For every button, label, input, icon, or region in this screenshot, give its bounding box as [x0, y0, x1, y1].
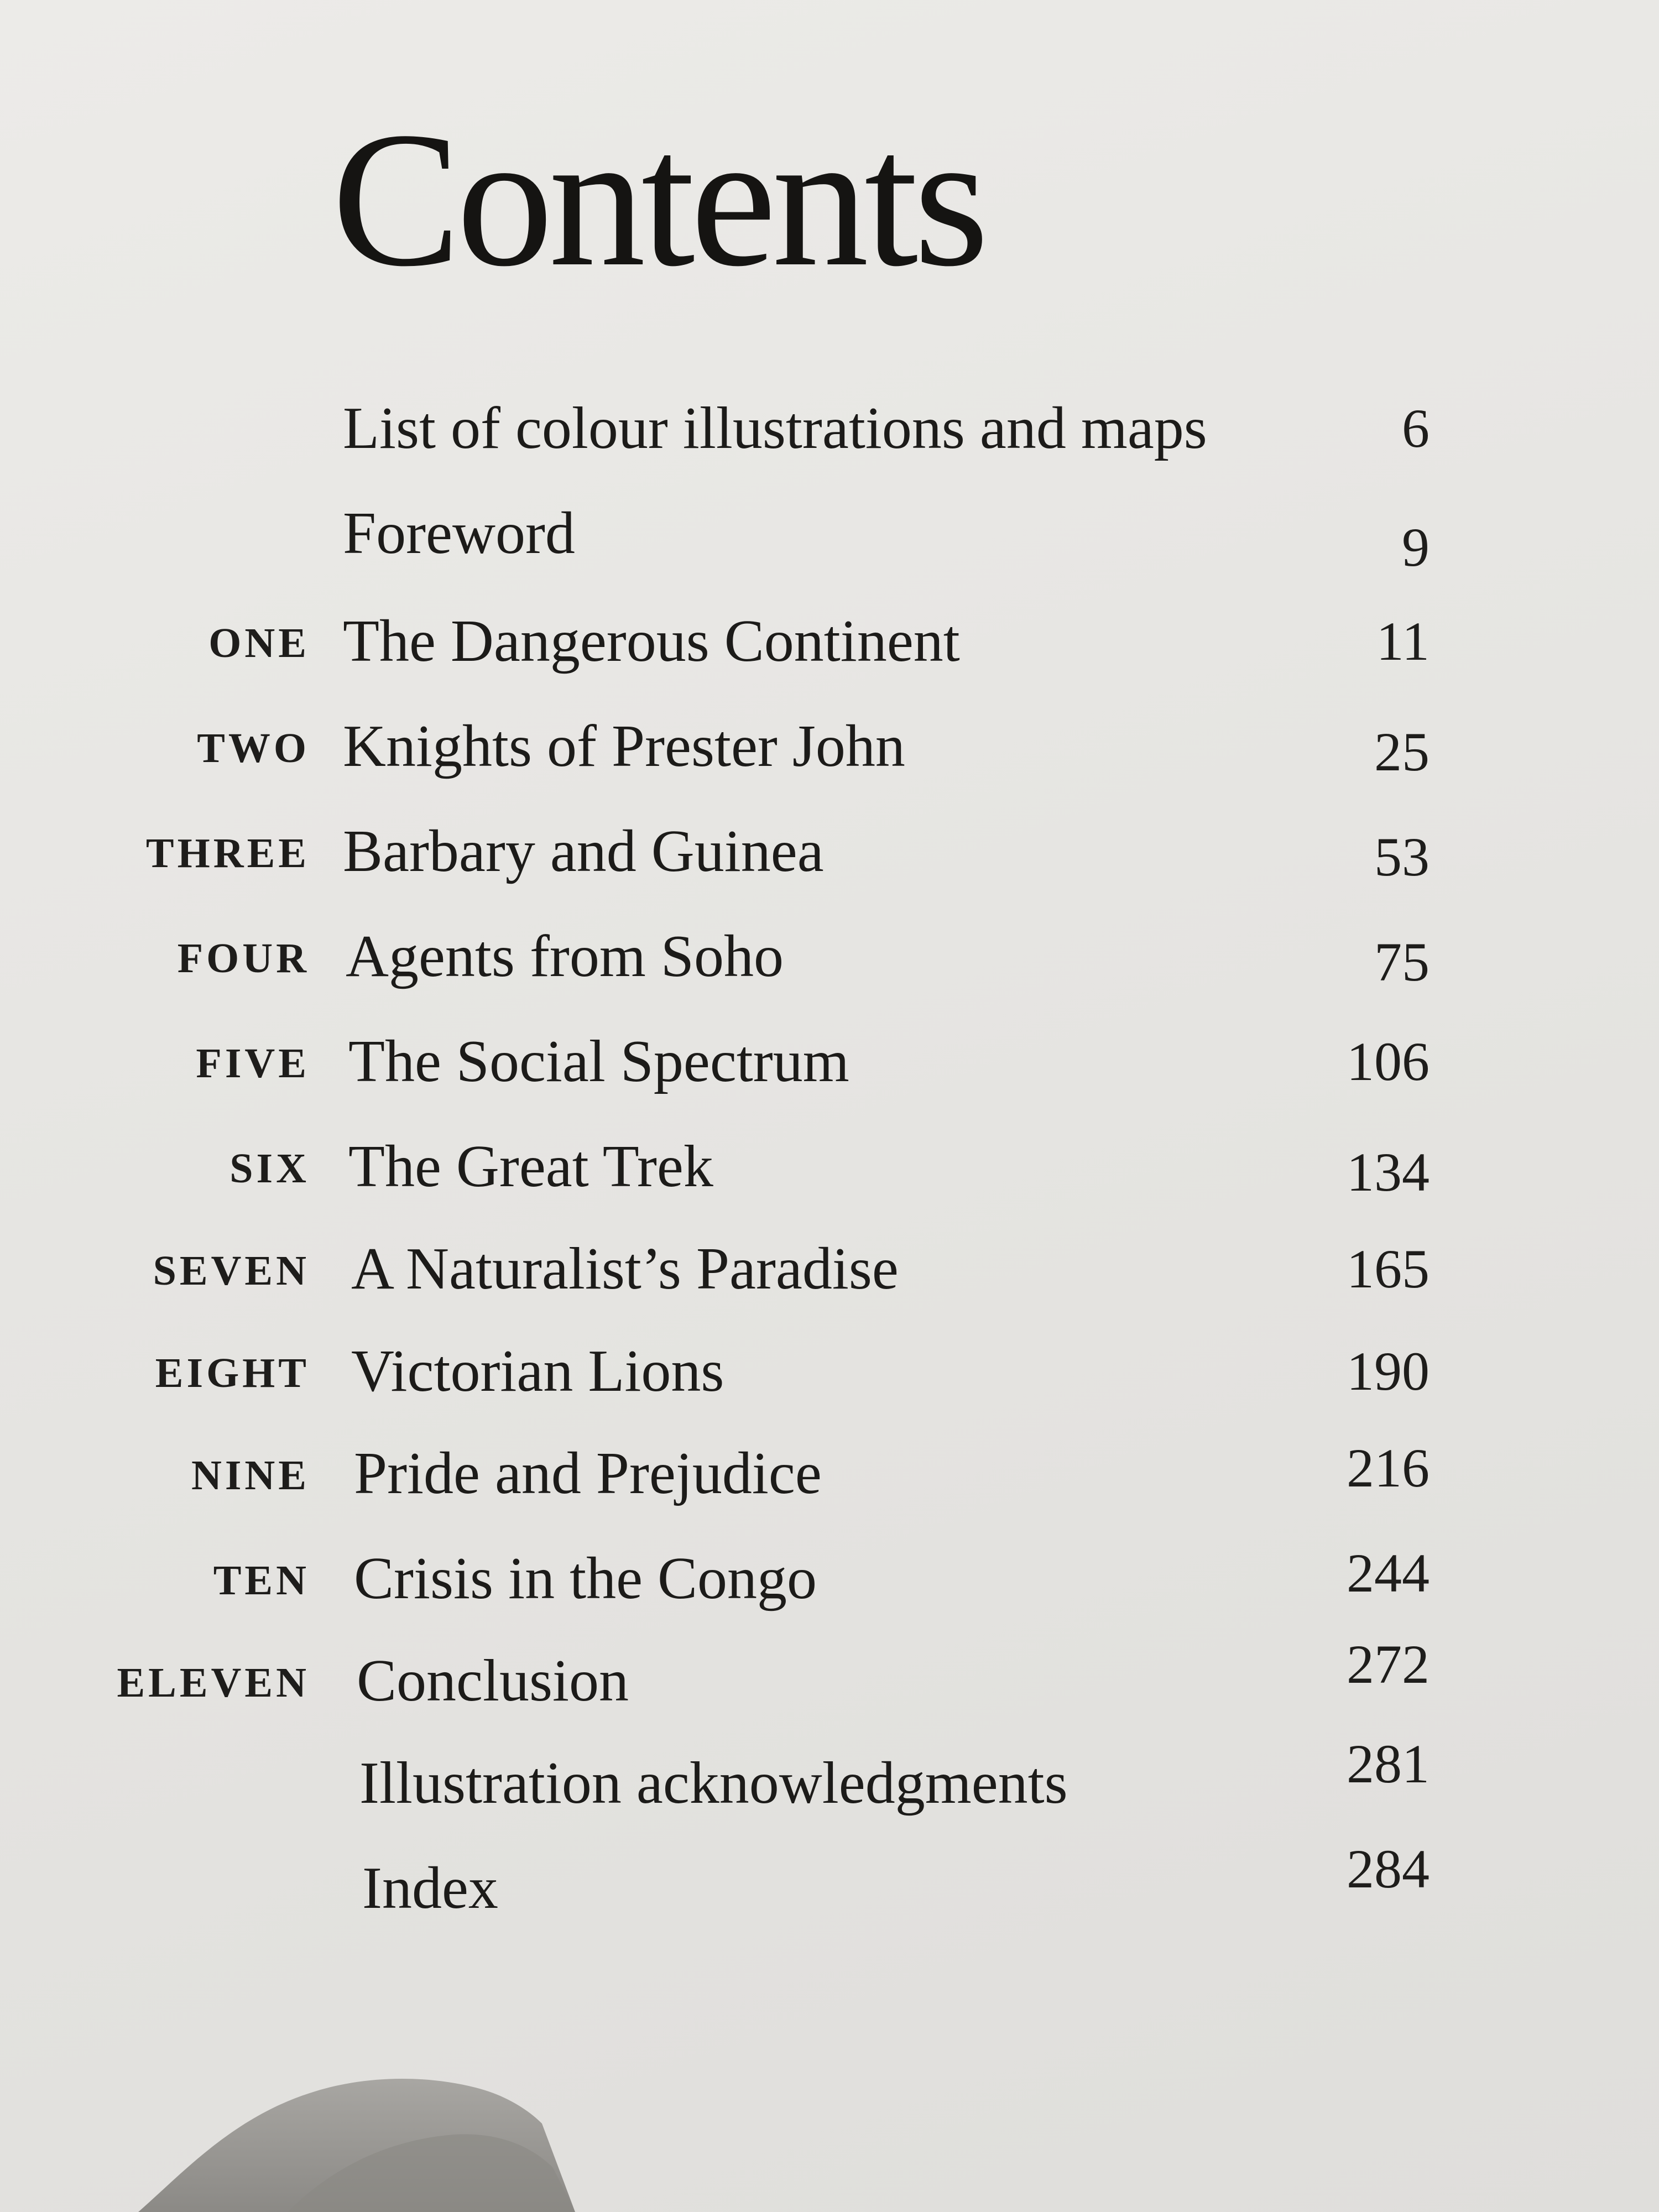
- chapter-number: TEN: [213, 1557, 310, 1604]
- toc-entry: [0, 1733, 1659, 1830]
- toc-entry: [0, 921, 1659, 1004]
- chapter-number: EIGHT: [155, 1350, 310, 1396]
- toc-entry: [0, 393, 1659, 476]
- entry-title: Agents from Soho: [346, 924, 784, 989]
- entry-title: Foreword: [343, 500, 575, 566]
- chapter-number: FOUR: [177, 935, 310, 982]
- page-number: 25: [1374, 721, 1430, 782]
- page-number: 75: [1374, 931, 1430, 993]
- entry-title: Victorian Lions: [351, 1338, 724, 1404]
- chapter-number: TWO: [197, 725, 310, 771]
- toc-entry: [0, 1838, 1659, 1936]
- toc-entry: [0, 816, 1659, 899]
- page-number: 53: [1374, 826, 1430, 888]
- entry-title: The Dangerous Continent: [343, 608, 960, 674]
- chapter-number: SIX: [229, 1145, 310, 1192]
- chapter-number: FIVE: [196, 1040, 310, 1087]
- entry-title: Crisis in the Congo: [354, 1546, 817, 1611]
- entry-title: Conclusion: [357, 1648, 629, 1714]
- toc-entry: [0, 498, 1659, 581]
- entry-title: Knights of Prester John: [343, 713, 905, 779]
- page-number: 106: [1347, 1031, 1430, 1092]
- toc-entry: [0, 1335, 1659, 1418]
- landscape-illustration: [0, 2035, 1659, 2212]
- entry-title: List of colour illustrations and maps: [343, 395, 1207, 461]
- page-number: 165: [1347, 1238, 1430, 1300]
- toc-entry: [0, 1634, 1659, 1728]
- toc-entry: [0, 1026, 1659, 1109]
- chapter-number: ELEVEN: [117, 1660, 310, 1706]
- page-number: 284: [1347, 1838, 1430, 1900]
- entry-title: The Social Spectrum: [348, 1029, 849, 1094]
- toc-entry: [0, 1233, 1659, 1316]
- entry-title: Barbary and Guinea: [343, 818, 824, 884]
- page-number: 244: [1347, 1542, 1430, 1604]
- page-number: 6: [1402, 398, 1430, 459]
- chapter-number: THREE: [145, 830, 310, 877]
- toc-entry: [0, 1438, 1659, 1521]
- page-number: 11: [1376, 611, 1430, 672]
- toc-entry: [0, 606, 1659, 688]
- toc-entry: [0, 1543, 1659, 1626]
- page-number: 134: [1347, 1141, 1430, 1203]
- page-number: 272: [1347, 1634, 1430, 1695]
- page-number: 190: [1347, 1340, 1430, 1402]
- entry-title: Illustration acknowledgments: [359, 1750, 1068, 1816]
- entry-title: The Great Trek: [348, 1134, 713, 1199]
- page-number: 9: [1402, 517, 1430, 578]
- page-number: 281: [1347, 1733, 1430, 1794]
- page-number: 216: [1347, 1437, 1430, 1499]
- entry-title: Pride and Prejudice: [354, 1441, 822, 1506]
- entry-title: Index: [362, 1855, 498, 1921]
- toc-entry: [0, 711, 1659, 794]
- chapter-number: ONE: [208, 620, 310, 666]
- page-title: Contents: [332, 92, 985, 306]
- chapter-number: SEVEN: [153, 1248, 310, 1294]
- toc-entry: [0, 1131, 1659, 1214]
- chapter-number: NINE: [191, 1452, 310, 1499]
- entry-title: A Naturalist’s Paradise: [351, 1236, 899, 1302]
